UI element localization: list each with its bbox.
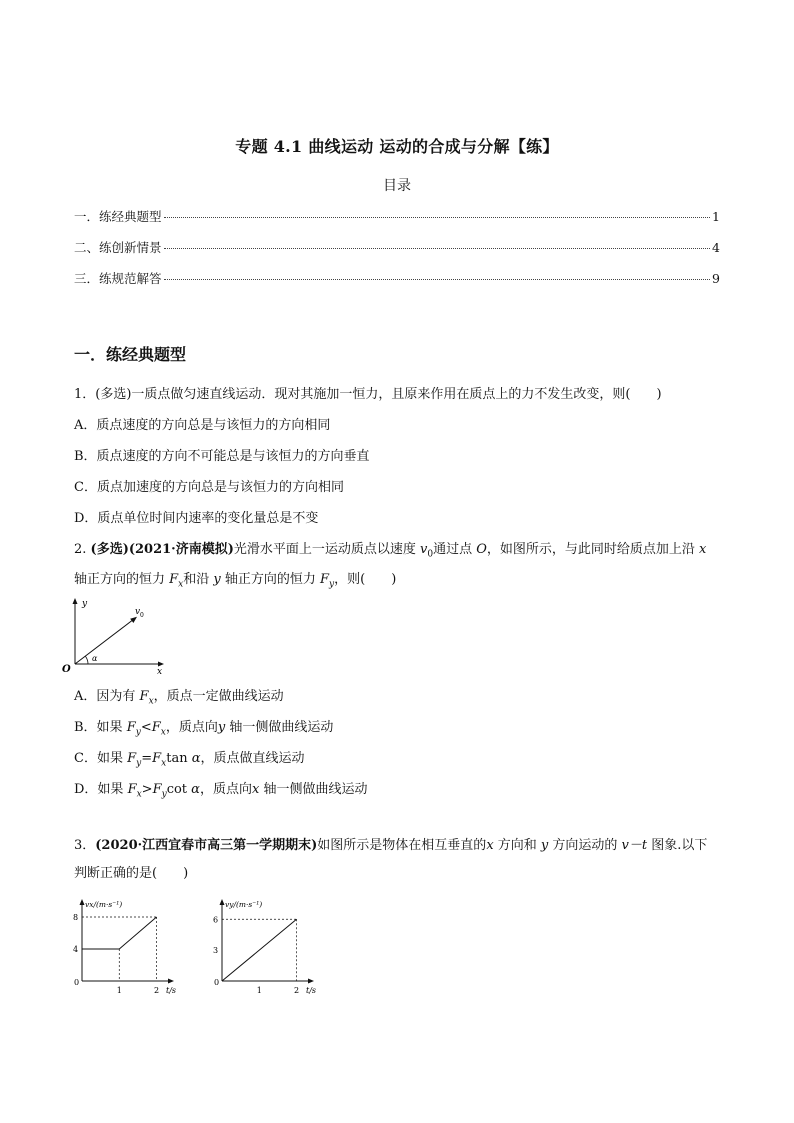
q2-opt-text: D．如果	[74, 782, 128, 797]
q2-figure-y-arrow	[73, 598, 78, 604]
x-tick-label: 2	[154, 986, 160, 995]
q1-option-c: C．质点加速度的方向总是与该恒力的方向相同	[74, 480, 344, 495]
q2-opt-force: F	[127, 751, 137, 766]
q2-opt-force: F	[126, 720, 136, 735]
y-axis-label: vx/(m·s⁻¹)	[85, 900, 123, 909]
q2-opt-operator: >	[141, 782, 153, 797]
toc-item[interactable]	[74, 238, 720, 256]
q3-vt: v－t	[621, 838, 648, 853]
q3-axis-y: y	[540, 838, 549, 853]
q2-force-fy: F	[320, 572, 330, 587]
q2-text: 轴正方向的恒力	[220, 572, 321, 587]
q3-stem-line1	[74, 834, 707, 853]
y-axis-label: vy/(m·s⁻¹)	[225, 900, 263, 909]
q2-figure-x-arrow	[158, 662, 164, 667]
q2-opt-sub: y	[161, 789, 167, 800]
q2-force-fx: F	[169, 572, 179, 587]
q2-v0: v	[420, 542, 428, 557]
y-axis-arrow	[80, 899, 85, 905]
x-axis-label: t/s	[306, 986, 317, 995]
q2-text: 和沿	[183, 572, 214, 587]
q2-opt-axis: x	[251, 782, 260, 797]
q2-opt-alpha: α	[191, 751, 201, 766]
q2-text: ，如图所示，与此同时给质点加上沿	[486, 542, 700, 557]
q2-opt-axis: y	[217, 720, 226, 735]
toc-item[interactable]	[74, 207, 720, 225]
q2-opt-text: ，质点向	[199, 782, 252, 797]
q2-option-a	[74, 685, 284, 707]
q3-number: 3．	[74, 838, 96, 853]
q2-opt-function: cot	[166, 782, 192, 797]
q2-opt-text: ，质点向	[165, 720, 218, 735]
q1-option-b: B．质点速度的方向不可能总是与该恒力的方向垂直	[74, 449, 370, 464]
q2-number: 2.	[74, 542, 91, 557]
q1-stem: 1．(多选)一质点做匀速直线运动．现对其施加一恒力，且原来作用在质点上的力不发生改变，则( )	[74, 387, 662, 402]
q2-opt-text: ，质点一定做曲线运动	[153, 689, 284, 704]
q2-text: 轴正方向的恒力	[74, 572, 170, 587]
q2-opt-sub: x	[161, 758, 167, 769]
toc-leader-dots	[164, 248, 711, 249]
q2-v0-sub: 0	[427, 549, 434, 560]
x-axis-arrow	[308, 979, 314, 984]
q2-opt-force: F	[139, 689, 149, 704]
x-axis-arrow	[168, 979, 174, 984]
q2-figure-velocity-line	[75, 619, 134, 664]
q2-opt-sub: x	[136, 789, 142, 800]
q2-opt-sub: y	[135, 727, 141, 738]
q3-source: (2020·江西宜春市高三第一学期期末)	[95, 838, 318, 853]
q2-figure-angle-arc	[85, 656, 88, 664]
q2-source: (多选)(2021·济南模拟)	[90, 542, 234, 557]
x-axis-label: t/s	[166, 986, 177, 995]
q3-stem-line2: 判断正确的是( )	[74, 866, 189, 881]
toc-leader-dots	[164, 217, 711, 218]
toc-heading: 目录	[383, 178, 411, 194]
toc-item[interactable]	[74, 269, 720, 287]
q2-opt-sub: x	[160, 727, 166, 738]
q2-option-b	[74, 716, 333, 738]
q2-figure-y-label: y	[82, 599, 88, 609]
series-line	[82, 917, 157, 949]
toc-item-page: 4	[712, 240, 720, 255]
q2-figure-v0-sub: 0	[140, 612, 144, 619]
x-tick-label: 0	[214, 978, 220, 987]
x-tick-label: 2	[294, 986, 300, 995]
q2-opt-text: C．如果	[74, 751, 128, 766]
y-tick-label: 8	[73, 913, 79, 922]
x-tick-label: 1	[256, 986, 262, 995]
q3-text: 方向运动的	[548, 838, 622, 853]
page-title: 专题 4.1 曲线运动 运动的合成与分解【练】	[235, 137, 559, 156]
q2-text: 通过点	[433, 542, 477, 557]
q2-opt-sub: y	[136, 758, 142, 769]
q3-axis-x: x	[486, 838, 494, 853]
q2-option-c	[74, 747, 305, 769]
q2-figure-alpha-label: α	[92, 654, 98, 663]
q2-opt-sub: x	[148, 696, 154, 707]
q3-text: 图象.以下	[647, 838, 708, 853]
q2-opt-operator: =	[141, 751, 153, 766]
vy-t-chart	[200, 895, 330, 1000]
series-line	[222, 919, 297, 981]
q3-text: 方向和	[493, 838, 541, 853]
toc-leader-dots	[164, 279, 711, 280]
q2-figure	[60, 594, 180, 674]
q2-force-fy-sub: y	[329, 579, 335, 590]
y-axis-arrow	[220, 899, 225, 905]
section-heading: 一．练经典题型	[74, 345, 187, 364]
q2-opt-force: F	[152, 782, 162, 797]
y-tick-label: 3	[213, 946, 219, 956]
toc-item-label: 一．练经典题型	[74, 209, 162, 224]
q2-opt-alpha: α	[191, 782, 200, 797]
q2-figure-origin-label: O	[62, 664, 71, 674]
q2-figure-velocity-arrow	[130, 617, 137, 623]
toc-item-page: 1	[712, 209, 720, 224]
q2-force-fx-sub: x	[178, 579, 184, 590]
q2-opt-force: F	[151, 720, 161, 735]
q2-opt-text: ，质点做直线运动	[200, 751, 305, 766]
q3-text: 如图所示是物体在相互垂直的	[317, 838, 487, 853]
q1-option-a: A．质点速度的方向总是与该恒力的方向相同	[74, 418, 331, 433]
q2-opt-operator: <	[140, 720, 152, 735]
q2-opt-text: 轴一侧做曲线运动	[225, 720, 334, 735]
q2-stem-line2	[74, 568, 396, 590]
q2-point-o: O	[476, 542, 487, 557]
q2-stem-line1	[74, 538, 706, 560]
toc-item-label: 三．练规范解答	[74, 271, 162, 286]
toc-item-label: 二、练创新情景	[74, 240, 162, 255]
q2-axis-x: x	[699, 542, 707, 557]
toc-item-page: 9	[712, 271, 720, 286]
q1-option-d: D．质点单位时间内速率的变化量总是不变	[74, 511, 319, 526]
q2-opt-force: F	[152, 751, 162, 766]
q2-opt-text: 轴一侧做曲线运动	[259, 782, 368, 797]
q2-figure-v0-label: v	[135, 607, 141, 617]
q2-axis-y: y	[213, 572, 221, 587]
x-tick-label: 0	[74, 978, 80, 987]
q2-figure-x-label: x	[157, 667, 163, 674]
y-tick-label: 6	[213, 915, 219, 925]
q2-text: ，则( )	[334, 572, 397, 587]
y-tick-label: 4	[73, 945, 79, 954]
q2-opt-force: F	[127, 782, 137, 797]
q2-opt-text: A．因为有	[74, 689, 140, 704]
q2-text: 光滑水平面上一运动质点以速度	[233, 542, 420, 557]
q2-option-d	[74, 778, 367, 800]
x-tick-label: 1	[116, 986, 122, 995]
q2-opt-text: B．如果	[74, 720, 127, 735]
vx-t-chart	[60, 895, 190, 1000]
q2-opt-function: tan	[166, 751, 192, 766]
